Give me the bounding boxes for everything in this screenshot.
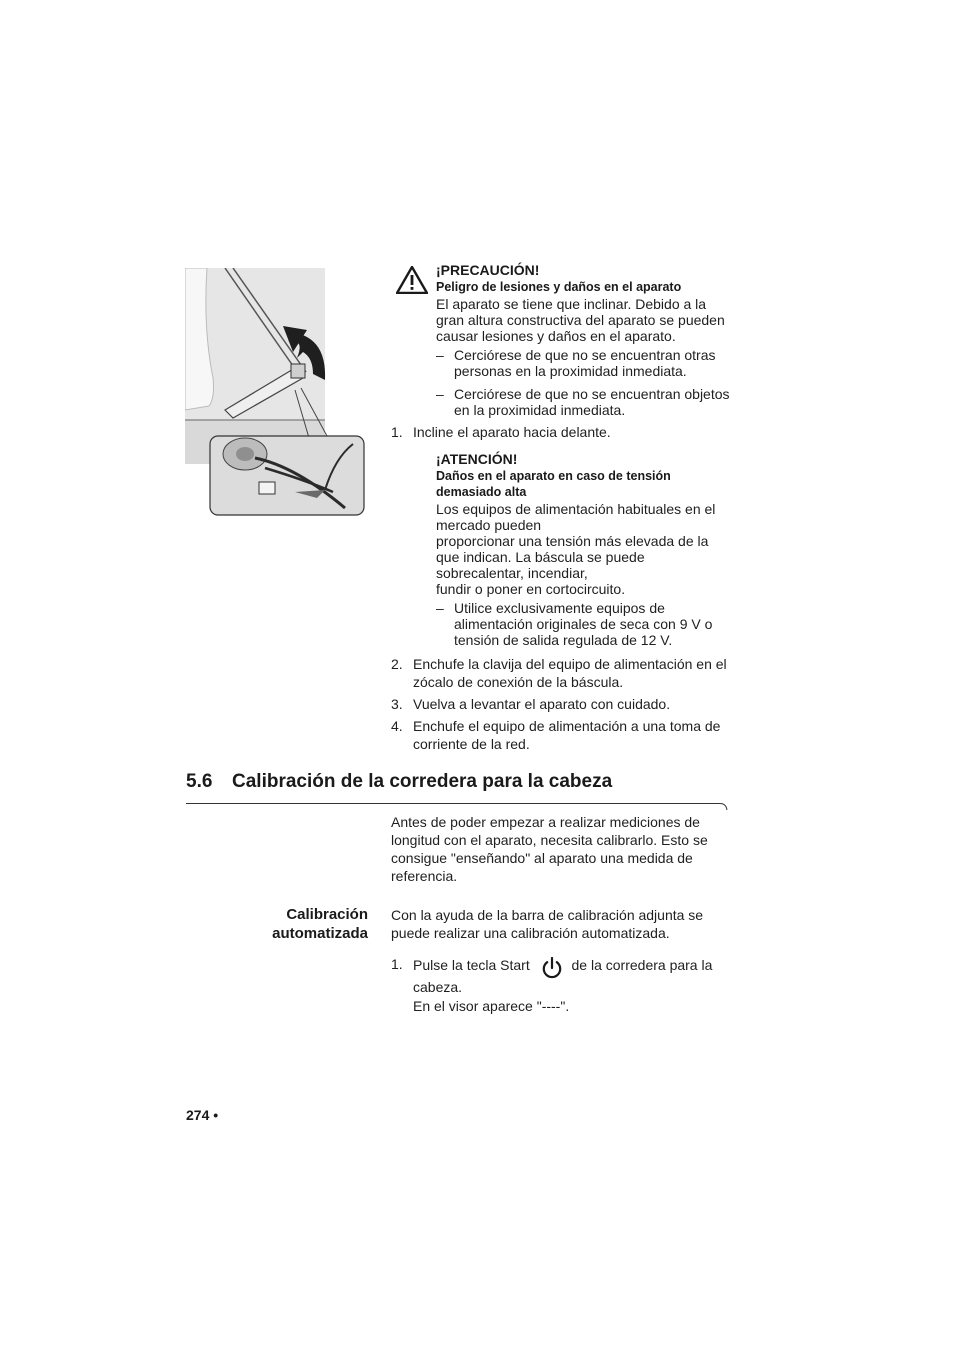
- caution-bullet-2: – Cerciórese de que no se encuentran objetos en la proximidad inmediata.: [436, 386, 730, 418]
- caution-subtitle: Peligro de lesiones y daños en el aparato: [436, 280, 682, 294]
- attention-bullet: – Utilice exclusivamente equipos de alimentación originales de seca con 9 V o tensión de salida regulada de 12 V.: [436, 600, 713, 648]
- attention-body: Los equipos de alimentación habituales en el mercado pueden proporcionar una tensión más elevada de la que indican. La báscula se puede sobrecalentar, incendiar, fundir o poner en cortocircuito.: [436, 501, 716, 597]
- step-1: [391, 424, 731, 440]
- bullet-dash: –: [436, 386, 444, 402]
- section-number: 5.6: [186, 771, 213, 792]
- power-icon: [540, 956, 564, 980]
- section-rule: [186, 800, 728, 810]
- attention-subtitle: Daños en el aparato en caso de tensión demasiado alta: [436, 469, 671, 499]
- warning-triangle-icon: [396, 266, 428, 294]
- step-number: 1.: [391, 424, 403, 440]
- section-intro: Antes de poder empezar a realizar mediciones de longitud con el aparato, necesita calibrarlo. Esto se consigue "enseñando" al aparato una medida de referencia.: [391, 814, 708, 884]
- bullet-dash: –: [436, 600, 444, 616]
- auto-calibration-text: Con la ayuda de la barra de calibración adjunta se puede realizar una calibración automatizada.: [391, 907, 704, 941]
- tilt-drawing: [185, 268, 367, 518]
- caution-title: ¡PRECAUCIÓN!: [436, 262, 540, 278]
- step-2: 2. Enchufe la clavija del equipo de alimentación en el zócalo de conexión de la báscula.: [391, 656, 727, 690]
- step-number: 2.: [391, 656, 403, 672]
- cal-step-line2: cabeza.: [413, 979, 463, 995]
- page-number: 274 •: [186, 1107, 219, 1123]
- cal-step-text-before: Pulse la tecla Start: [413, 957, 530, 973]
- tilt-illustration: [185, 268, 367, 518]
- attention-title: ¡ATENCIÓN!: [436, 451, 518, 467]
- caution-bullet-1: – Cerciórese de que no se encuentran otras personas en la proximidad inmediata.: [436, 347, 716, 379]
- side-heading: Calibración automatizada: [272, 906, 368, 942]
- step-number: 3.: [391, 696, 403, 712]
- step-4: 4. Enchufe el equipo de alimentación a una toma de corriente de la red.: [391, 718, 721, 752]
- section-title: Calibración de la corredera para la cabeza: [232, 771, 613, 792]
- bullet-dash: –: [436, 347, 444, 363]
- step-number: 4.: [391, 718, 403, 734]
- cal-step-1: [391, 956, 736, 980]
- step-number: 1.: [391, 956, 403, 972]
- cal-step-line3: En el visor aparece "----".: [413, 998, 570, 1014]
- cal-step-text-after: de la corredera para la: [571, 957, 713, 973]
- step-text: Incline el aparato hacia delante.: [413, 424, 611, 440]
- step-3: 3. Vuelva a levantar el aparato con cuidado.: [391, 696, 671, 712]
- caution-body: El aparato se tiene que inclinar. Debido a la gran altura constructiva del aparato se pueden causar lesiones y daños en el aparato.: [436, 296, 725, 344]
